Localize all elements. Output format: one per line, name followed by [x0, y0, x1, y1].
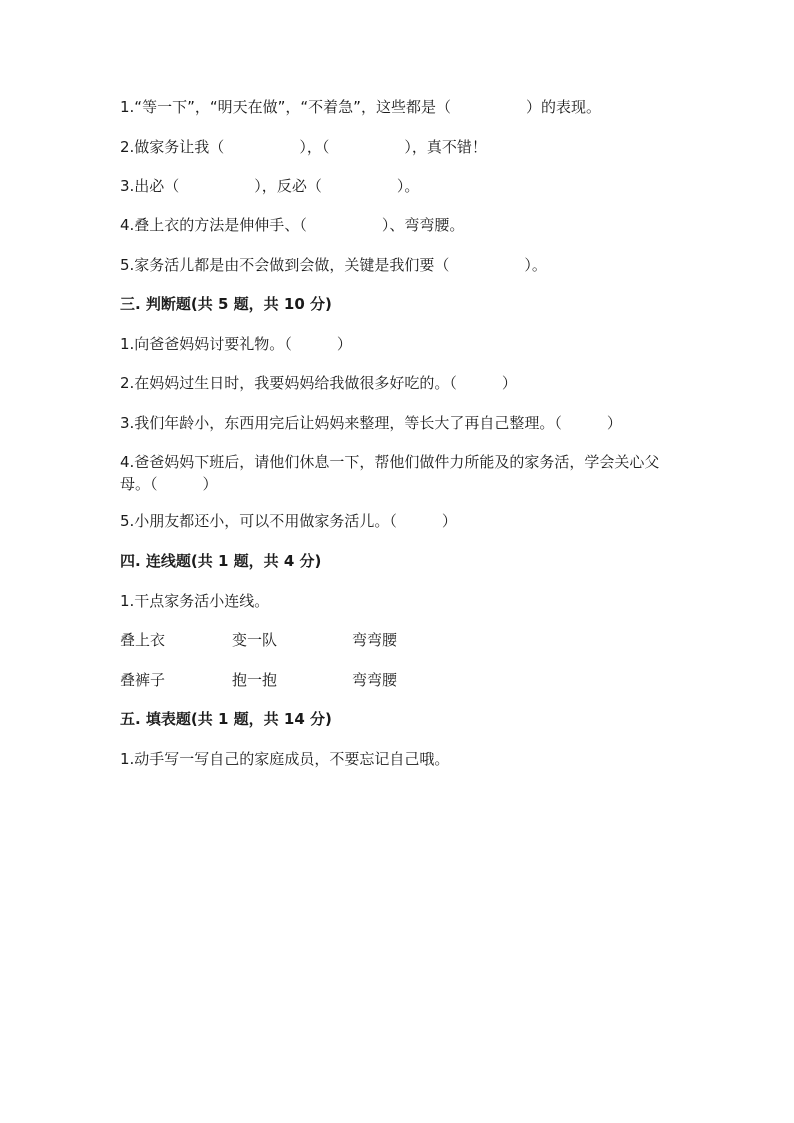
- matching-item: 叠上衣: [120, 631, 166, 649]
- true-false-question-1: 1.向爸爸妈妈讨要礼物。（ ）: [120, 335, 352, 353]
- matching-item: 弯弯腰: [352, 631, 398, 649]
- matching-prompt: 1.干点家务活小连线。: [120, 592, 270, 610]
- section-heading-true-false: 三. 判断题(共 5 题，共 10 分): [120, 295, 332, 313]
- section-heading-matching: 四. 连线题(共 1 题，共 4 分): [120, 552, 322, 570]
- fill-blank-question-4: 4.叠上衣的方法是伸伸手、（ ）、弯弯腰。: [120, 216, 465, 234]
- true-false-question-5: 5.小朋友都还小，可以不用做家务活儿。（ ）: [120, 512, 457, 530]
- matching-item: 抱一抱: [232, 671, 278, 689]
- matching-item: 弯弯腰: [352, 671, 398, 689]
- fill-blank-question-2: 2.做家务让我（ ），（ ），真不错！: [120, 138, 487, 156]
- fill-blank-question-1: 1.“等一下”，“明天在做”，“不着急”，这些都是（ ）的表现。: [120, 98, 601, 116]
- section-heading-fill-table: 五. 填表题(共 1 题，共 14 分): [120, 710, 332, 728]
- true-false-question-3: 3.我们年龄小，东西用完后让妈妈来整理，等长大了再自己整理。（ ）: [120, 414, 622, 432]
- matching-item: 变一队: [232, 631, 278, 649]
- fill-table-prompt: 1.动手写一写自己的家庭成员，不要忘记自己哦。: [120, 750, 450, 768]
- true-false-question-4: 4.爸爸妈妈下班后，请他们休息一下，帮他们做件力所能及的家务活，学会关心父母。（ ）: [120, 453, 660, 493]
- matching-item: 叠裤子: [120, 671, 166, 689]
- true-false-question-2: 2.在妈妈过生日时，我要妈妈给我做很多好吃的。（ ）: [120, 374, 517, 392]
- fill-blank-question-3: 3.出必（ ），反必（ ）。: [120, 177, 420, 195]
- fill-blank-question-5: 5.家务活儿都是由不会做到会做，关键是我们要（ ）。: [120, 256, 547, 274]
